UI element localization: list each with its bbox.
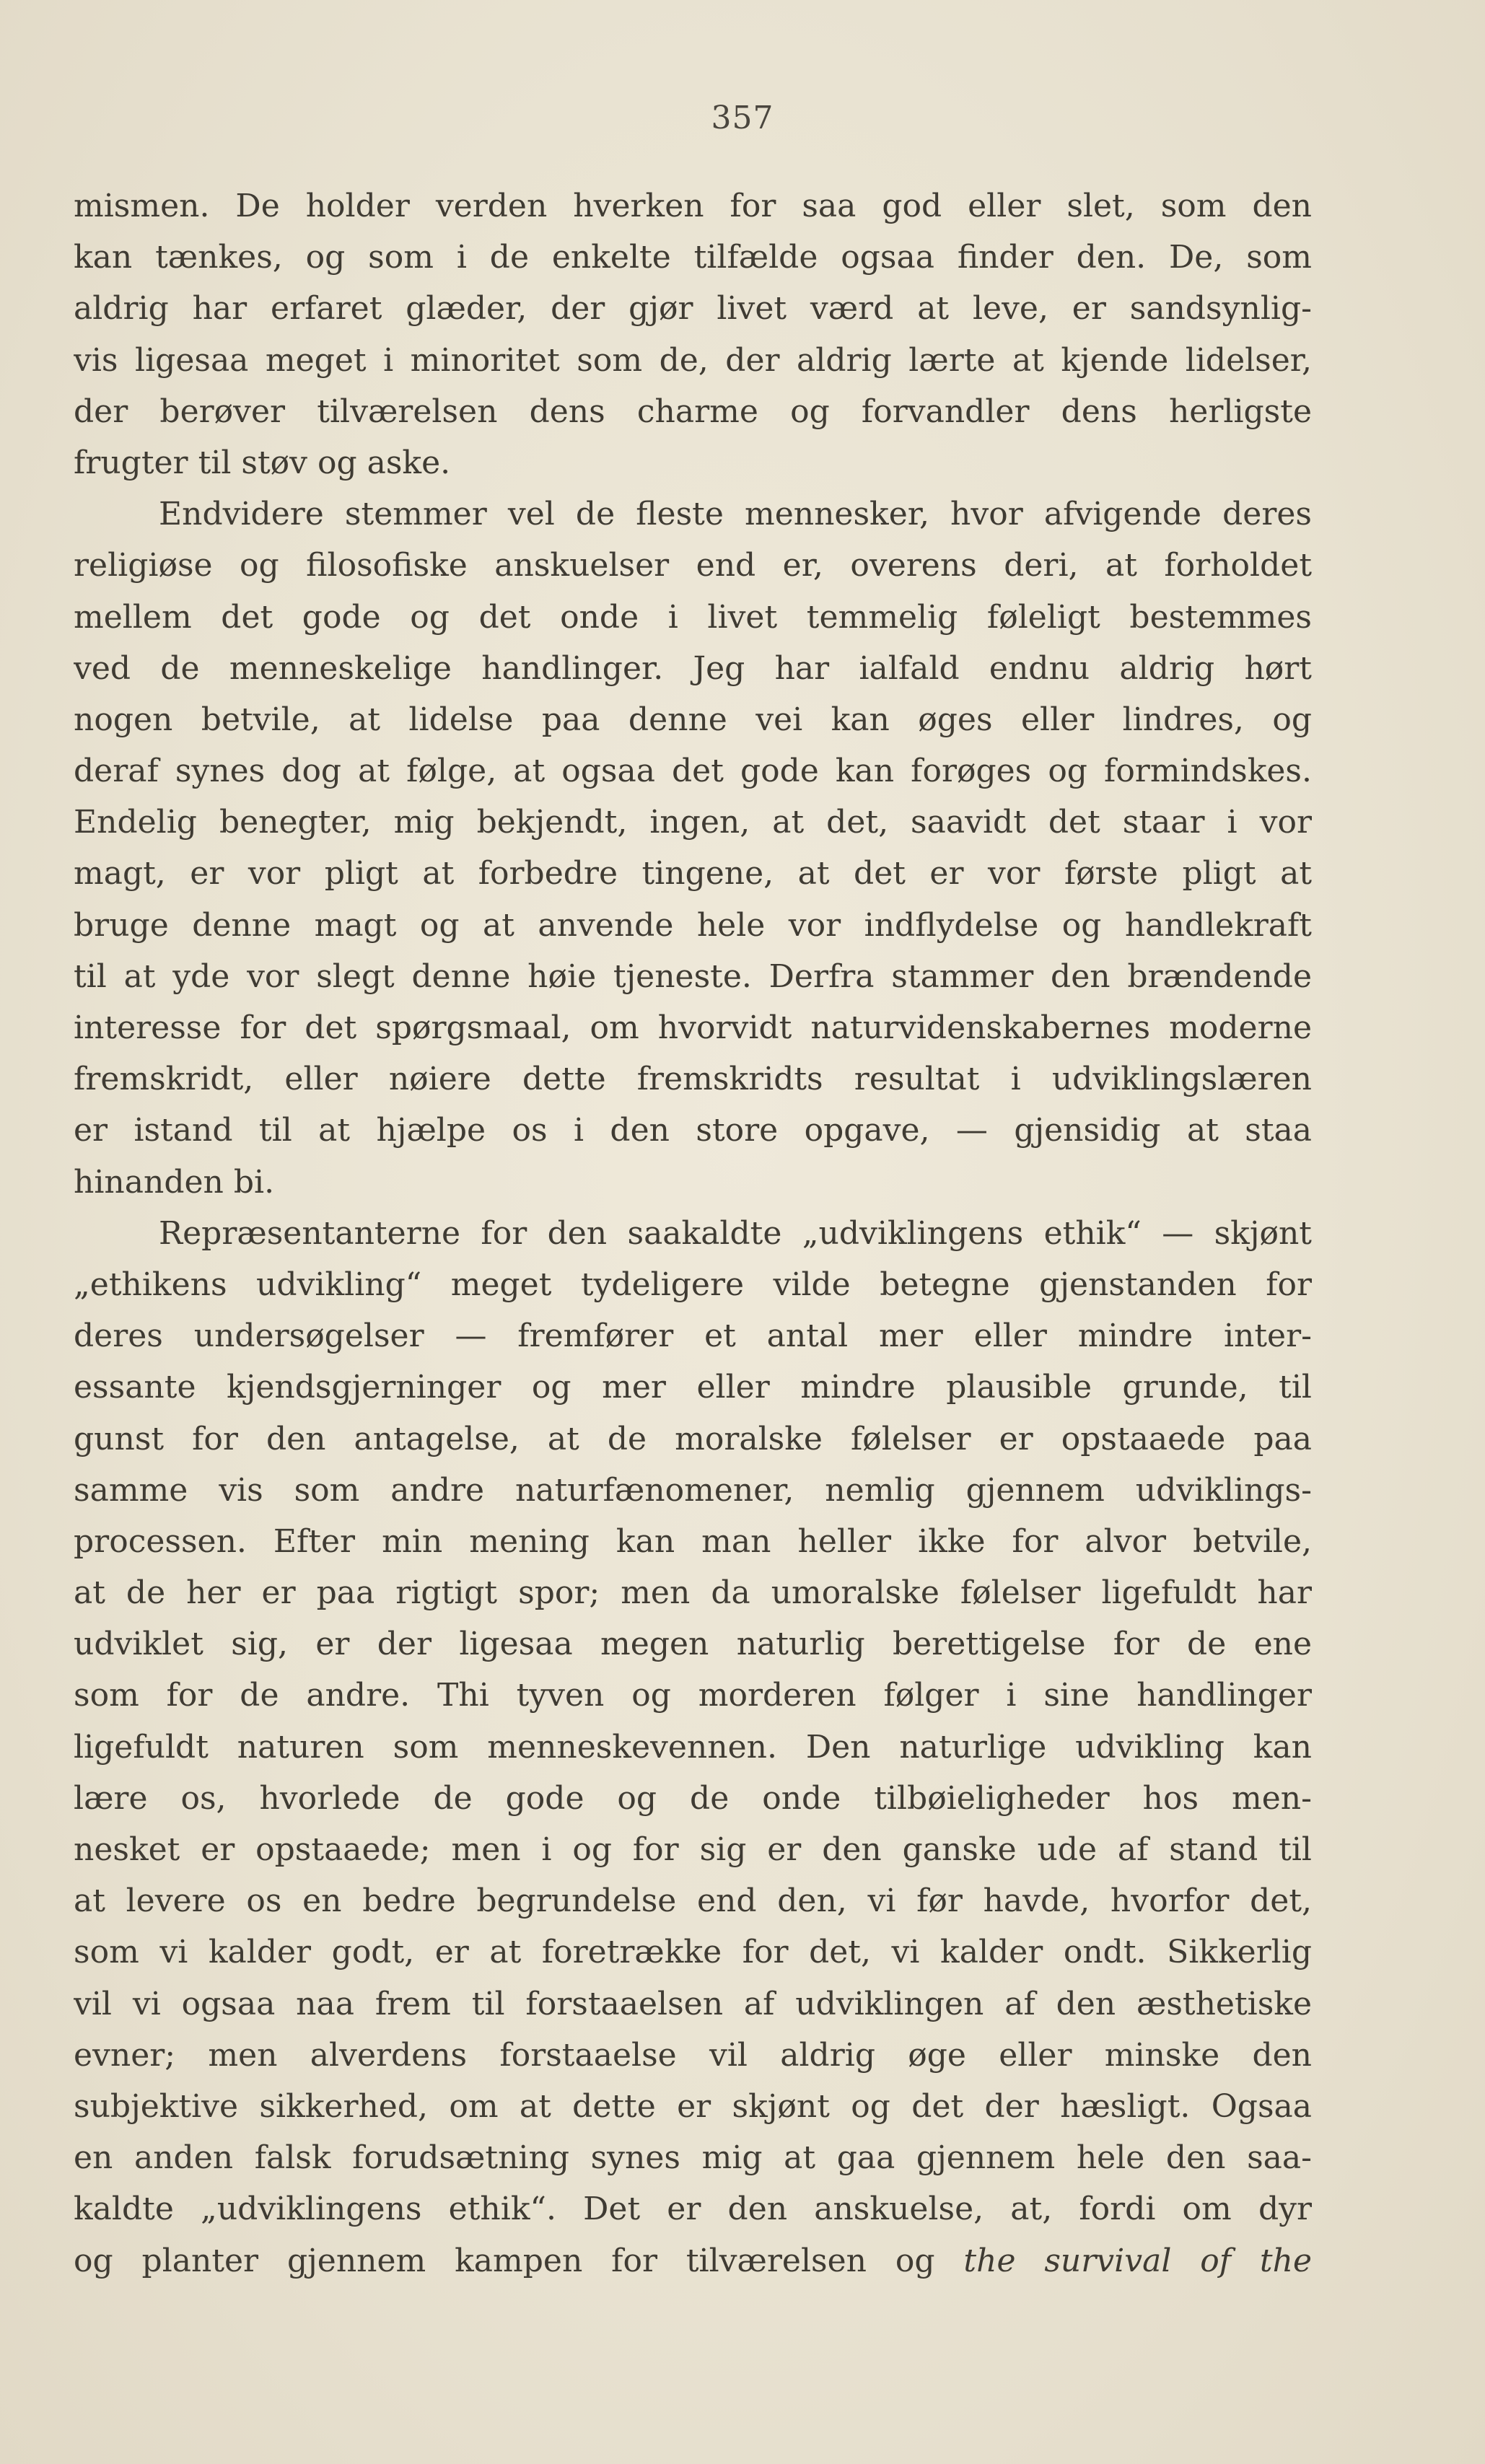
text-line-with-italic: [74, 2235, 1312, 2287]
text-line: essante kjendsgjerninger og mer eller mindre plausible grunde, til: [74, 1369, 1312, 1406]
text-line: der berøver tilværelsen dens charme og forvandler dens herligste: [74, 393, 1312, 430]
text-line: processen. Efter min mening kan man heller ikke for alvor betvile,: [74, 1522, 1312, 1560]
text-line: frugter til støv og aske.: [74, 444, 451, 481]
text-line: aldrig har erfaret glæder, der gjør livet værd at leve, er sandsynlig-: [74, 290, 1312, 328]
text-line: til at yde vor slegt denne høie tjeneste. Derfra stammer den brændende: [74, 957, 1312, 995]
text-line: lære os, hvorlede de gode og de onde tilbøieligheder hos men-: [74, 1779, 1312, 1817]
text-line: samme vis som andre naturfænomener, nemlig gjennem udviklings-: [74, 1471, 1312, 1509]
text-line: interesse for det spørgsmaal, om hvorvidt naturvidenskabernes moderne: [74, 1009, 1312, 1046]
text-line: gunst for den antagelse, at de moralske følelser er opstaaede paa: [74, 1420, 1312, 1457]
paragraph-first-line: Repræsentanterne for den saakaldte „udviklingens ethik“ — skjønt: [159, 1214, 1312, 1252]
paragraph-first-line: Endvidere stemmer vel de fleste mennesker, hvor afvigende deres: [159, 496, 1312, 533]
page-number: 357: [711, 100, 774, 136]
text-line: deraf synes dog at følge, at ogsaa det gode kan forøges og formindskes.: [74, 753, 1312, 790]
text-line: kan tænkes, og som i de enkelte tilfælde ogsaa finder den. De, som: [74, 239, 1312, 276]
text-line: en anden falsk forudsætning synes mig at gaa gjennem hele den saa-: [74, 2139, 1312, 2177]
text-line: nesket er opstaaede; men i og for sig er den ganske ude af stand til: [74, 1831, 1312, 1868]
text-line: vil vi ogsaa naa frem til forstaaelsen af udviklingen af den æsthetiske: [74, 1985, 1312, 2022]
text-line: evner; men alverdens forstaaelse vil aldrig øge eller minske den: [74, 2036, 1312, 2074]
text-line: ligefuldt naturen som menneskevennen. Den naturlige udvikling kan: [74, 1728, 1312, 1766]
text-line: som for de andre. Thi tyven og morderen følger i sine handlinger: [74, 1677, 1312, 1714]
text-line: hinanden bi.: [74, 1163, 275, 1201]
text-line: udviklet sig, er der ligesaa megen naturlig berettigelse for de ene: [74, 1626, 1312, 1663]
text-line: religiøse og filosofiske anskuelser end er, overens deri, at forholdet: [74, 547, 1312, 584]
text-line: mellem det gode og det onde i livet temmelig føleligt bestemmes: [74, 598, 1312, 636]
text-line: som vi kalder godt, er at foretrække for det, vi kalder ondt. Sikkerlig: [74, 1934, 1312, 1971]
text-line: kaldte „udviklingens ethik“. Det er den anskuelse, at, fordi om dyr: [74, 2191, 1312, 2228]
text-line: vis ligesaa meget i minoritet som de, der aldrig lærte at kjende lidelser,: [74, 341, 1312, 379]
italic-phrase: the survival of the: [963, 2242, 1312, 2279]
text-line: „ethikens udvikling“ meget tydeligere vilde betegne gjenstanden for: [74, 1266, 1312, 1303]
text-line: at levere os en bedre begrundelse end den, vi før havde, hvorfor det,: [74, 1882, 1312, 1920]
text-line: nogen betvile, at lidelse paa denne vei kan øges eller lindres, og: [74, 701, 1312, 738]
text-line: er istand til at hjælpe os i den store opgave, — gjensidig at staa: [74, 1112, 1312, 1149]
text-line: bruge denne magt og at anvende hele vor indflydelse og handlekraft: [74, 906, 1312, 944]
text-line: ved de menneskelige handlinger. Jeg har ialfald endnu aldrig hørt: [74, 649, 1312, 687]
text-line: at de her er paa rigtigt spor; men da umoralske følelser ligefuldt har: [74, 1574, 1312, 1612]
text-line: subjektive sikkerhed, om at dette er skjønt og det der hæsligt. Ogsaa: [74, 2087, 1312, 2125]
text-line: fremskridt, eller nøiere dette fremskridts resultat i udviklingslæren: [74, 1061, 1312, 1098]
text-line: magt, er vor pligt at forbedre tingene, at det er vor første pligt at: [74, 855, 1312, 893]
body-text: [74, 180, 1312, 2287]
text-line: deres undersøgelser — fremfører et antal mer eller mindre inter-: [74, 1318, 1312, 1355]
text-line: Endelig benegter, mig bekjendt, ingen, at det, saavidt det staar i vor: [74, 804, 1312, 841]
text-line: mismen. De holder verden hverken for saa god eller slet, som den: [74, 188, 1312, 224]
text-line-roman: og planter gjennem kampen for tilværelsen og: [74, 2242, 935, 2279]
